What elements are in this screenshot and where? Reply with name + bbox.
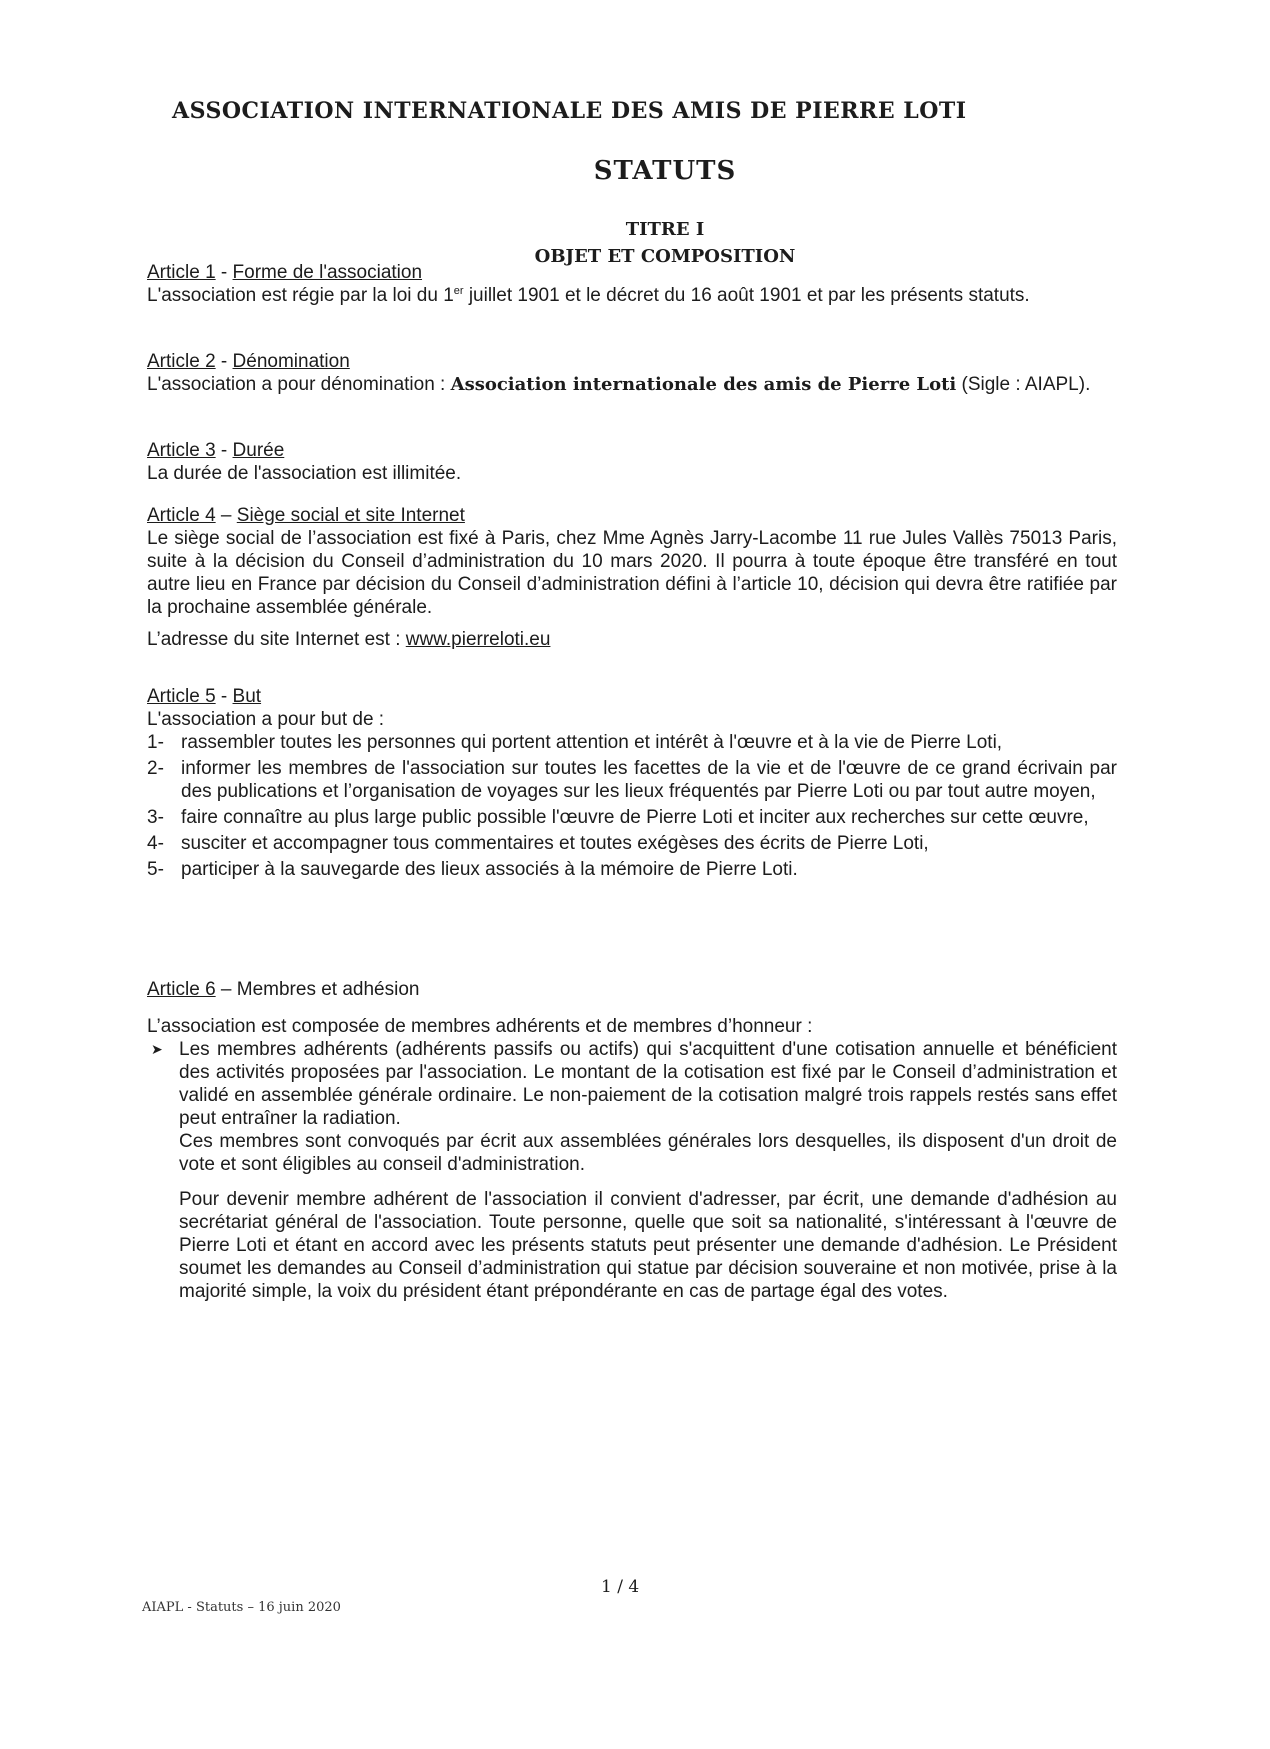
article-separator: - <box>215 262 233 283</box>
article-text <box>147 373 1117 396</box>
article-separator: - <box>215 440 233 461</box>
article-title: Siège social et site Internet <box>236 505 465 526</box>
article-separator: – <box>215 505 237 526</box>
item-number: 2- <box>147 758 164 779</box>
article-label: Article 2 <box>147 351 216 372</box>
association-name: Association internationale des amis de Pierre Loti <box>450 374 957 395</box>
article-heading <box>147 978 1117 1001</box>
article-heading <box>147 350 1117 373</box>
article-title: Durée <box>232 440 285 461</box>
text-part: L'association a pour dénomination : <box>147 374 451 395</box>
list-item <box>147 832 1117 855</box>
item-text: rassembler toutes les personnes qui portent attention et intérêt à l'œuvre et à la vie de Pierre Loti, <box>181 732 1003 753</box>
website-link[interactable]: www.pierreloti.eu <box>405 629 551 650</box>
article-separator: - <box>215 351 233 372</box>
website-label: L’adresse du site Internet est : <box>147 629 406 650</box>
article-1 <box>147 261 1117 307</box>
article-separator: – <box>215 979 237 1000</box>
article-separator: - <box>215 686 233 707</box>
bullet-arrow-icon: ➤ <box>151 1041 163 1057</box>
item-text: informer les membres de l'association sur toutes les facettes de la vie et de l'œuvre de ce grand écrivain par des publications et l’organisation de voyages sur les lieux fréquentés par Pierre Loti ou par tout autre moyen, <box>181 758 1117 802</box>
list-item <box>147 806 1117 829</box>
paragraph: Ces membres sont convoqués par écrit aux assemblées générales lors desquelles, ils disposent d'un droit de vote et sont éligibles au conseil d'administration. <box>179 1131 1117 1175</box>
page-number: 1 / 4 <box>601 1577 640 1597</box>
article-4 <box>147 504 1117 651</box>
list-item <box>147 757 1117 803</box>
article-heading <box>147 685 1117 708</box>
article-label: Article 5 <box>147 686 216 707</box>
text-part: juillet 1901 et le décret du 16 août 1901 et par les présents statuts. <box>463 285 1030 306</box>
article-text: La durée de l'association est illimitée. <box>147 463 462 484</box>
item-number: 1- <box>147 732 164 753</box>
paragraph: Les membres adhérents (adhérents passifs ou actifs) qui s'acquittent d'une cotisation annuelle et bénéficient des activités proposées par l'association. Le montant de la cotisation est fixé par le Conseil d’administration et validé en assemblée générale ordinaire. Le non-paiement de la cotisation malgré trois rappels restés sans effet peut entraîner la radiation. <box>179 1039 1117 1129</box>
document-title: ASSOCIATION INTERNATIONALE DES AMIS DE PIERRE LOTI <box>172 98 967 124</box>
text-part: (Sigle : AIAPL). <box>956 374 1091 395</box>
article-heading <box>147 504 1117 527</box>
article-label: Article 6 <box>147 979 216 1000</box>
text-part: L'association est régie par la loi du 1 <box>147 285 454 306</box>
article-text <box>147 284 1117 307</box>
item-text: susciter et accompagner tous commentaires et toutes exégèses des écrits de Pierre Loti, <box>181 833 929 854</box>
list-item <box>147 858 1117 881</box>
article-label: Article 4 <box>147 505 216 526</box>
article-6 <box>147 978 1117 1303</box>
article-label: Article 1 <box>147 262 216 283</box>
article-title: Dénomination <box>232 351 350 372</box>
section-name: OBJET ET COMPOSITION <box>534 246 796 267</box>
website-line <box>147 628 1117 651</box>
member-description <box>147 1038 1117 1303</box>
article-intro: L'association a pour but de : <box>147 709 385 730</box>
paragraph: Pour devenir membre adhérent de l'association il convient d'adresser, par écrit, une demande d'adhésion au secrétariat général de l'association. Toute personne, quelle que soit sa nationalité, s'intéressant à l'œuvre de Pierre Loti et étant en accord avec les présents statuts peut présenter une demande d'adhésion. Le Président soumet les demandes au Conseil d’administration qui statue par décision souveraine et non motivée, prise à la majorité simple, la voix du président étant prépondérante en cas de partage égal des votes. <box>179 1189 1117 1302</box>
article-heading <box>147 439 1117 462</box>
article-text: Le siège social de l’association est fixé à Paris, chez Mme Agnès Jarry-Lacombe 11 rue Jules Vallès 75013 Paris, suite à la décision du Conseil d’administration du 10 mars 2020. Il pourra à toute époque être transféré en tout autre lieu en France par décision du Conseil d’administration défini à l’article 10, décision qui devra être ratifiée par la prochaine assemblée générale. <box>147 528 1117 618</box>
article-title: But <box>232 686 262 707</box>
item-number: 4- <box>147 833 164 854</box>
article-heading <box>147 261 1117 284</box>
article-title: Forme de l'association <box>232 262 423 283</box>
article-3 <box>147 439 1117 485</box>
goals-list <box>147 731 1117 881</box>
article-intro: L’association est composée de membres adhérents et de membres d’honneur : <box>147 1016 813 1037</box>
document-subtitle: STATUTS <box>593 156 737 186</box>
article-title: Membres et adhésion <box>236 979 420 1000</box>
article-5 <box>147 685 1117 884</box>
superscript: er <box>453 285 464 297</box>
article-2 <box>147 350 1117 396</box>
section-number: TITRE I <box>625 219 705 240</box>
item-number: 5- <box>147 859 164 880</box>
article-label: Article 3 <box>147 440 216 461</box>
document-reference: AIAPL - Statuts – 16 juin 2020 <box>142 1600 341 1615</box>
item-number: 3- <box>147 807 164 828</box>
item-text: faire connaître au plus large public possible l'œuvre de Pierre Loti et inciter aux recherches sur cette œuvre, <box>181 807 1089 828</box>
item-text: participer à la sauvegarde des lieux associés à la mémoire de Pierre Loti. <box>181 859 798 880</box>
list-item <box>147 731 1117 754</box>
